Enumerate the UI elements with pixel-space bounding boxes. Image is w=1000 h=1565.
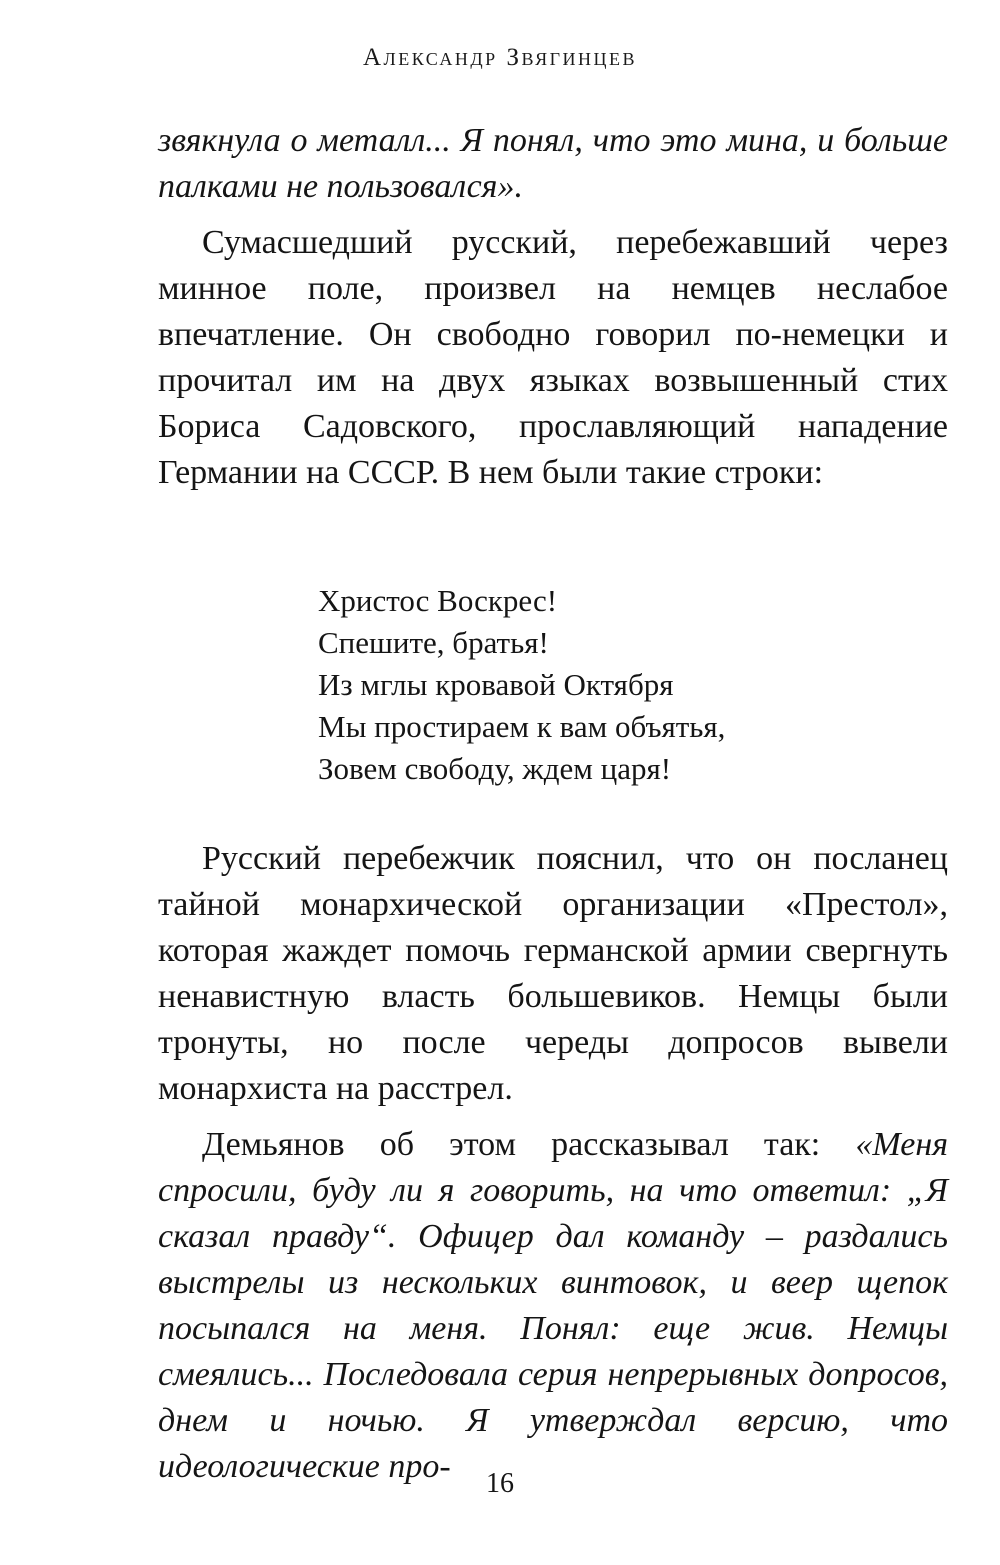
- paragraph-continuation: звякнула о металл... Я понял, что это мина, и больше палками не пользовался».: [158, 122, 948, 205]
- page-number: 16: [486, 1468, 514, 1499]
- text-block-bottom: [158, 836, 948, 1490]
- paragraph-monarchist: Русский перебежчик пояснил, что он посланец тайной монархической организации «Престол», которая жаждет помочь германской армии свергнуть ненавистную власть большевиков. Немцы были тронуты, но после череды допросов вывели монархиста на расстрел.: [158, 840, 948, 1107]
- poem-line: Христос Воскрес!: [318, 583, 558, 618]
- text-block-top: [158, 118, 948, 496]
- running-head-author: Александр Звягинцев: [362, 44, 637, 71]
- poem-line: Мы простираем к вам объятья,: [318, 709, 726, 744]
- poem-line: Из мглы кровавой Октября: [318, 667, 674, 702]
- poem-stanza: [318, 580, 725, 790]
- poem-line: Зовем свободу, ждем царя!: [318, 751, 672, 786]
- paragraph-defector: Сумасшедший русский, перебежавший через минное поле, произвел на немцев неслабое впечатление. Он свободно говорил по-немецки и прочитал им на двух языках возвышенный стих Бориса Садовского, прославляющий нападение Германии на СССР. В нем были такие строки:: [158, 224, 948, 491]
- paragraph-demyanov-quote: «Меня спросили, буду ли я говорить, на что ответил: „Я сказал правду“. Офицер дал команду – раздались выстрелы из нескольких винтовок, и веер щепок посыпался на меня. Понял: еще жив. Немцы смеялись... Последовала серия непрерывных допросов, днем и ночью. Я утверждал версию, что идеологические про-: [158, 1126, 948, 1485]
- paragraph-demyanov: [158, 1122, 948, 1490]
- poem-line: Спешите, братья!: [318, 625, 549, 660]
- paragraph-demyanov-intro: Демьянов об этом рассказывал так:: [202, 1126, 856, 1163]
